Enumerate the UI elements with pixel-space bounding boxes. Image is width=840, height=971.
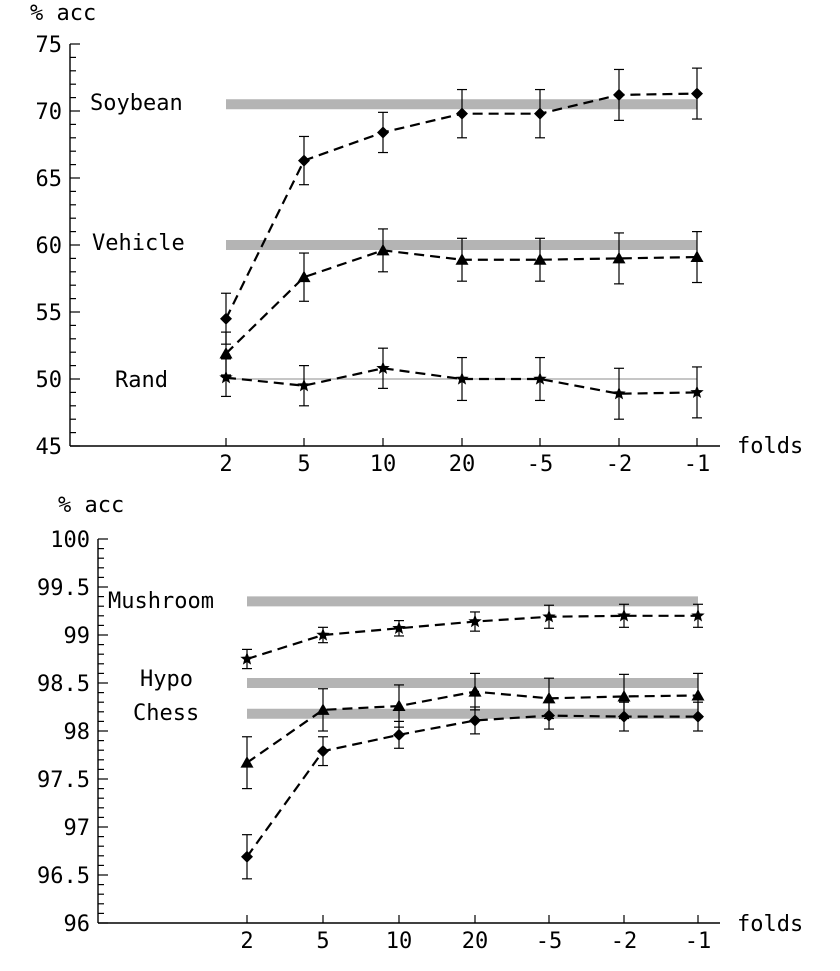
y-tick-label: 50 <box>35 368 62 393</box>
data-point-diamond <box>456 108 468 120</box>
chart-panel-1 <box>30 1 803 477</box>
series-triangle <box>241 673 705 788</box>
x-tick-label: -2 <box>605 452 633 477</box>
y-tick-label: 55 <box>35 301 62 326</box>
y-tick-label: 65 <box>35 167 62 192</box>
x-tick-label: 10 <box>385 929 413 954</box>
reference-label-soybean: Soybean <box>90 91 183 116</box>
series-triangle <box>220 229 704 375</box>
x-tick-label: 20 <box>461 929 489 954</box>
reference-label-rand: Rand <box>115 368 168 393</box>
x-axis-title: folds <box>737 434 804 459</box>
x-tick-label: 20 <box>448 452 476 477</box>
x-tick-label: 10 <box>369 452 397 477</box>
reference-label-hypo: Hypo <box>140 667 193 692</box>
y-tick-label: 97 <box>63 816 90 841</box>
y-tick-label: 99 <box>63 624 90 649</box>
x-tick-label: -2 <box>610 929 638 954</box>
x-tick-label: -1 <box>684 929 712 954</box>
y-axis-title: % acc <box>58 493 125 518</box>
x-tick-label: 2 <box>240 929 254 954</box>
y-tick-label: 99.5 <box>37 576 90 601</box>
data-point-diamond <box>220 313 232 325</box>
x-tick-label: -5 <box>535 929 563 954</box>
series-diamond <box>241 702 704 879</box>
data-point-triangle <box>241 756 254 768</box>
data-point-diamond <box>613 89 625 101</box>
reference-label-chess: Chess <box>133 701 200 726</box>
y-tick-label: 97.5 <box>37 768 90 793</box>
reference-label-mushroom: Mushroom <box>108 589 214 614</box>
y-axis-title: % acc <box>30 1 97 26</box>
x-tick-label: 5 <box>297 452 311 477</box>
y-tick-label: 96 <box>63 912 90 937</box>
x-tick-label: 5 <box>316 929 330 954</box>
y-tick-label: 45 <box>35 435 62 460</box>
y-tick-label: 75 <box>35 33 62 58</box>
y-tick-label: 60 <box>35 234 62 259</box>
series-diamond <box>220 68 703 344</box>
data-point-diamond <box>691 88 703 100</box>
x-axis-title: folds <box>737 912 804 937</box>
x-tick-label: -1 <box>683 452 711 477</box>
series-star <box>240 604 704 668</box>
y-tick-label: 98.5 <box>37 672 90 697</box>
data-point-diamond <box>377 126 389 138</box>
data-point-diamond <box>534 108 546 120</box>
series-triangle-line <box>247 692 698 763</box>
data-point-diamond <box>393 729 405 741</box>
y-tick-label: 98 <box>63 720 90 745</box>
chart-panel-2 <box>37 493 803 954</box>
series-diamond-line <box>247 716 698 857</box>
x-tick-label: -5 <box>526 452 554 477</box>
series-star <box>219 348 703 419</box>
y-tick-label: 100 <box>50 528 90 553</box>
data-point-diamond <box>298 155 310 167</box>
data-point-diamond <box>317 745 329 757</box>
y-tick-label: 96.5 <box>37 864 90 889</box>
x-tick-label: 2 <box>219 452 233 477</box>
y-tick-label: 70 <box>35 100 62 125</box>
reference-label-vehicle: Vehicle <box>92 231 185 256</box>
